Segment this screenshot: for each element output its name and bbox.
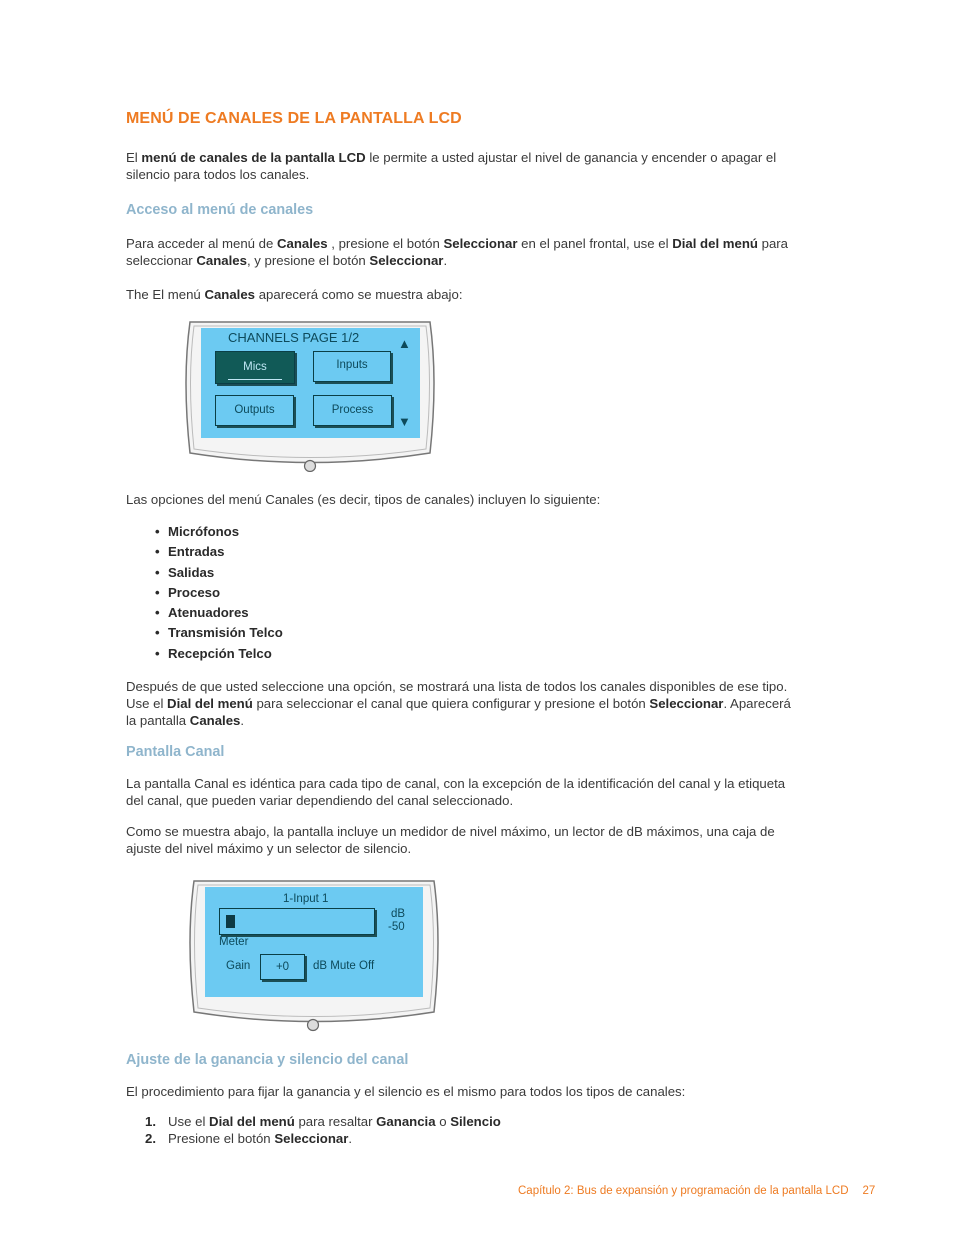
step-text: Use el (168, 1114, 210, 1129)
bullet: • (155, 584, 160, 600)
level-meter (219, 908, 375, 935)
process-button: Process (313, 395, 392, 426)
access-bold: Dial del menú (672, 236, 758, 251)
options-intro: Las opciones del menú Canales (es decir, tipos de canales) incluyen lo siguiente: (126, 492, 601, 507)
channel-text: Como se muestra abajo, la pantalla incluye un medidor de nivel máximo, un lector de dB máximos, una caja de (126, 824, 775, 839)
step-text: o (435, 1114, 451, 1129)
step-text: Presione el botón (168, 1131, 275, 1146)
option-label: Micrófonos (168, 524, 240, 539)
bullet: • (155, 564, 160, 580)
page-number: 27 (862, 1185, 876, 1197)
channel-screen-paragraph-1 (126, 775, 826, 809)
channel-screen-paragraph-2 (126, 823, 826, 857)
intro-bold: menú de canales de la pantalla LCD (141, 150, 366, 165)
lcd-channels-device (180, 320, 440, 472)
gain-label: Gain (226, 960, 251, 972)
access-text: para (757, 236, 789, 251)
option-label: Salidas (168, 564, 215, 580)
step-bold: Dial del menú (209, 1114, 295, 1129)
list-item (155, 625, 283, 645)
channel-text: del canal, que pueden variar dependiendo del canal seleccionado. (126, 793, 514, 808)
bullet: • (155, 625, 160, 641)
lcd-screen (201, 328, 420, 438)
after-text: . (240, 713, 245, 728)
step-text: para resaltar (294, 1114, 377, 1129)
bullet: • (155, 605, 160, 621)
channel-text: ajuste del nivel máximo y un selector de silencio. (126, 841, 412, 856)
lcd-header: CHANNELS PAGE 1/2 (228, 330, 360, 345)
after-text: la pantalla (126, 713, 190, 728)
channel-options-list (155, 524, 283, 666)
lcd-knob (305, 461, 316, 472)
mute-selector: dB Mute Off (313, 960, 375, 972)
access-text: , y presione el botón (246, 253, 370, 268)
gain-value-box: +0 (260, 954, 305, 980)
access-bold: Canales (196, 253, 247, 268)
gain-mute-steps (145, 1113, 501, 1147)
scroll-down-icon: ▼ (398, 414, 411, 429)
lcd-channel-device (184, 879, 444, 1033)
after-bold: Dial del menú (167, 696, 253, 711)
intro-text: El (126, 150, 142, 165)
after-options-paragraph (126, 678, 846, 729)
section-heading-channel-screen: Pantalla Canal (126, 744, 225, 760)
db-readout: -50 (388, 921, 405, 933)
after-text: . Aparecerá (723, 696, 791, 711)
list-item (155, 605, 283, 625)
step-bold: Silencio (450, 1114, 501, 1129)
outputs-button: Outputs (215, 395, 294, 426)
meter-label: Meter (219, 936, 249, 948)
mics-button (215, 351, 295, 384)
step-number: 1. (145, 1114, 156, 1129)
bullet: • (155, 544, 160, 560)
step-number: 2. (145, 1131, 156, 1146)
intro-text: silencio para todos los canales. (126, 167, 310, 182)
mics-label: Mics (243, 361, 267, 373)
access-paragraph (126, 235, 826, 269)
option-label: Transmisión Telco (168, 625, 283, 641)
channel-text: La pantalla Canal es idéntica para cada tipo de canal, con la excepción de la identificación del canal y la etiqueta (126, 776, 786, 791)
appears-text: The El menú (126, 287, 205, 302)
option-label: Entradas (168, 544, 225, 560)
access-bold: Seleccionar (369, 253, 444, 268)
bullet: • (155, 524, 160, 539)
list-item (155, 524, 283, 544)
db-label: dB (391, 908, 406, 920)
intro-text: le permite a usted ajustar el nivel de ganancia y encender o apagar el (365, 150, 777, 165)
access-bold: Canales (277, 236, 328, 251)
option-label: Atenuadores (168, 605, 249, 621)
footer-chapter: Capítulo 2: Bus de expansión y programación de la pantalla LCD (518, 1185, 849, 1197)
access-text: en el panel frontal, use el (517, 236, 673, 251)
after-bold: Seleccionar (649, 696, 724, 711)
intro-paragraph (126, 149, 826, 183)
access-text: , presione el botón (327, 236, 444, 251)
scroll-up-icon: ▲ (398, 336, 411, 351)
after-text: para seleccionar el canal que quiera configurar y presione el botón (252, 696, 650, 711)
after-text: Después de que usted seleccione una opción, se mostrará una lista de todos los canales disponibles de ese tipo. (126, 679, 788, 694)
step-text: . (348, 1131, 353, 1146)
list-item (155, 565, 283, 585)
lcd-screen (205, 887, 423, 997)
section-heading-access: Acceso al menú de canales (126, 202, 314, 218)
channel-name: 1-Input 1 (283, 893, 329, 905)
step-bold: Seleccionar (274, 1131, 349, 1146)
meter-fill (226, 915, 235, 928)
inputs-button: Inputs (313, 351, 391, 382)
list-item (155, 544, 283, 564)
step-bold: Ganancia (376, 1114, 436, 1129)
option-label: Proceso (168, 584, 221, 600)
access-text: seleccionar (126, 253, 197, 268)
gain-mute-intro: El procedimiento para fijar la ganancia y el silencio es el mismo para todos los tipos de canales: (126, 1084, 686, 1099)
after-bold: Canales (189, 713, 241, 728)
appears-text: aparecerá como se muestra abajo: (255, 287, 463, 302)
menu-appears-paragraph (126, 286, 826, 303)
access-bold: Seleccionar (443, 236, 518, 251)
selection-underline (228, 379, 282, 380)
access-text: . (443, 253, 448, 268)
access-text: Para acceder al menú de (126, 236, 278, 251)
list-item (145, 1130, 501, 1147)
lcd-knob (308, 1020, 319, 1031)
bullet: • (155, 645, 160, 661)
option-label: Recepción Telco (168, 645, 272, 661)
after-text: Use el (126, 696, 168, 711)
appears-bold: Canales (204, 287, 256, 302)
list-item (155, 585, 283, 605)
page-footer (518, 1185, 875, 1197)
section-heading-gain-mute: Ajuste de la ganancia y silencio del canal (126, 1052, 409, 1068)
list-item (155, 646, 283, 666)
page-title: MENÚ DE CANALES DE LA PANTALLA LCD (126, 110, 462, 127)
list-item (145, 1113, 501, 1130)
